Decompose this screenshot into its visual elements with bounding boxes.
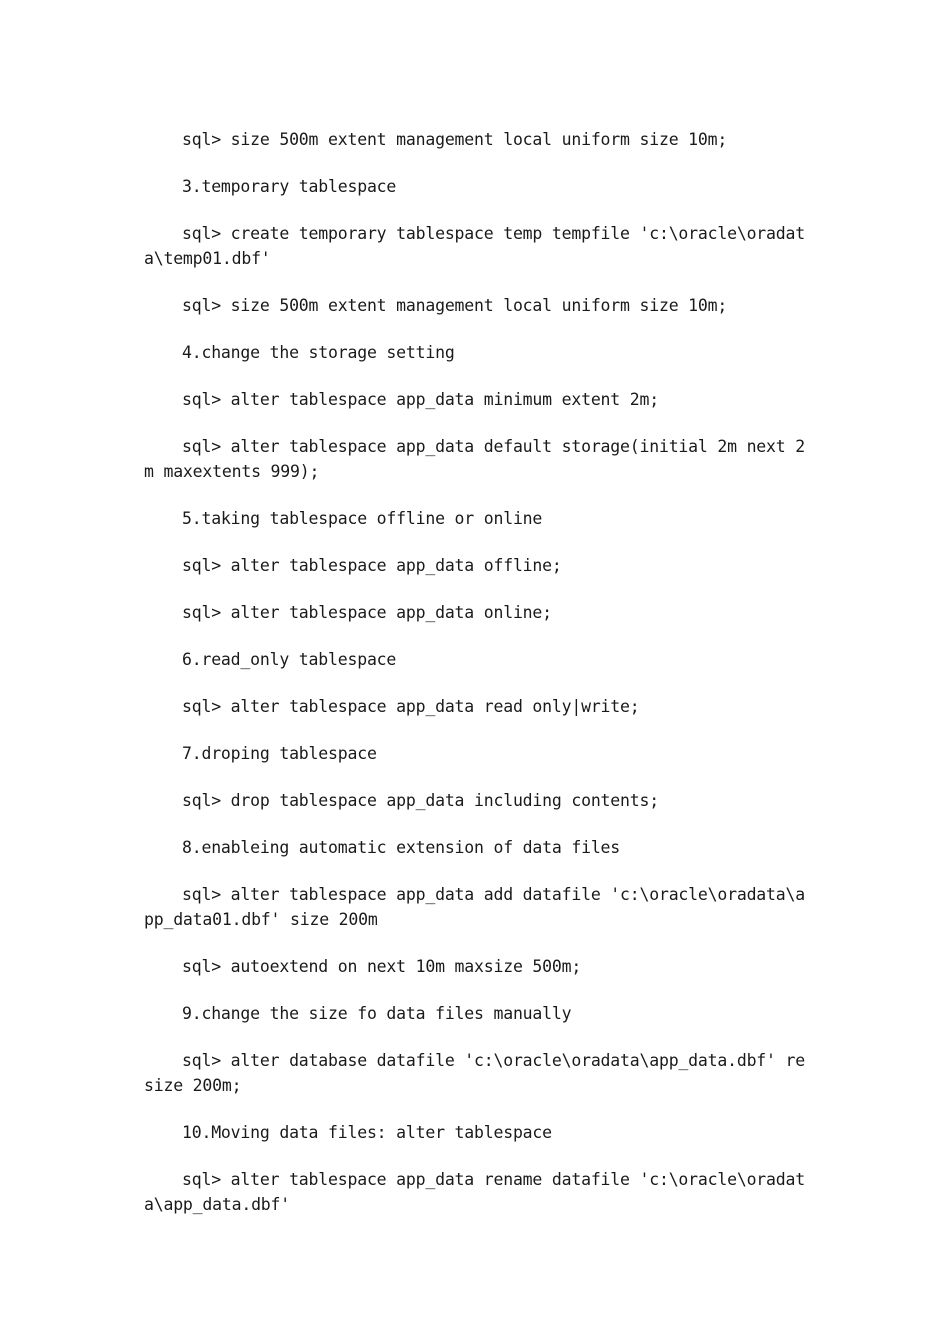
section-heading: 4.change the storage setting <box>182 343 455 362</box>
sql-statement: sql> alter tablespace app_data offline; <box>182 556 562 575</box>
section-heading: 9.change the size fo data files manually <box>182 1004 572 1023</box>
section-heading: 6.read_only tablespace <box>182 650 397 669</box>
section-heading: 10.Moving data files: alter tablespace <box>182 1123 552 1142</box>
section-heading: 3.temporary tablespace <box>182 177 397 196</box>
sql-statement: sql> alter tablespace app_data online; <box>182 603 552 622</box>
sql-statement: sql> alter tablespace app_data read only|write; <box>182 697 640 716</box>
sql-statement: sql> drop tablespace app_data including contents; <box>182 791 659 810</box>
section-heading: 7.droping tablespace <box>182 744 377 763</box>
sql-statement: sql> create temporary tablespace temp tempfile 'c:\oracle\oradata\temp01.dbf' <box>144 224 805 268</box>
sql-statement: sql> size 500m extent management local uniform size 10m; <box>182 130 728 149</box>
sql-statement: sql> alter database datafile 'c:\oracle\oradata\app_data.dbf' resize 200m; <box>144 1051 805 1095</box>
sql-statement: sql> alter tablespace app_data default storage(initial 2m next 2m maxextents 999); <box>144 437 805 481</box>
document-body <box>144 127 814 1239</box>
section-heading: 5.taking tablespace offline or online <box>182 509 543 528</box>
sql-statement: sql> autoextend on next 10m maxsize 500m; <box>182 957 582 976</box>
sql-statement: sql> alter tablespace app_data minimum extent 2m; <box>182 390 659 409</box>
sql-statement: sql> size 500m extent management local uniform size 10m; <box>182 296 728 315</box>
sql-statement: sql> alter tablespace app_data rename datafile 'c:\oracle\oradata\app_data.dbf' <box>144 1170 805 1214</box>
sql-statement: sql> alter tablespace app_data add datafile 'c:\oracle\oradata\app_data01.dbf' size 200m <box>144 885 805 929</box>
section-heading: 8.enableing automatic extension of data files <box>182 838 621 857</box>
